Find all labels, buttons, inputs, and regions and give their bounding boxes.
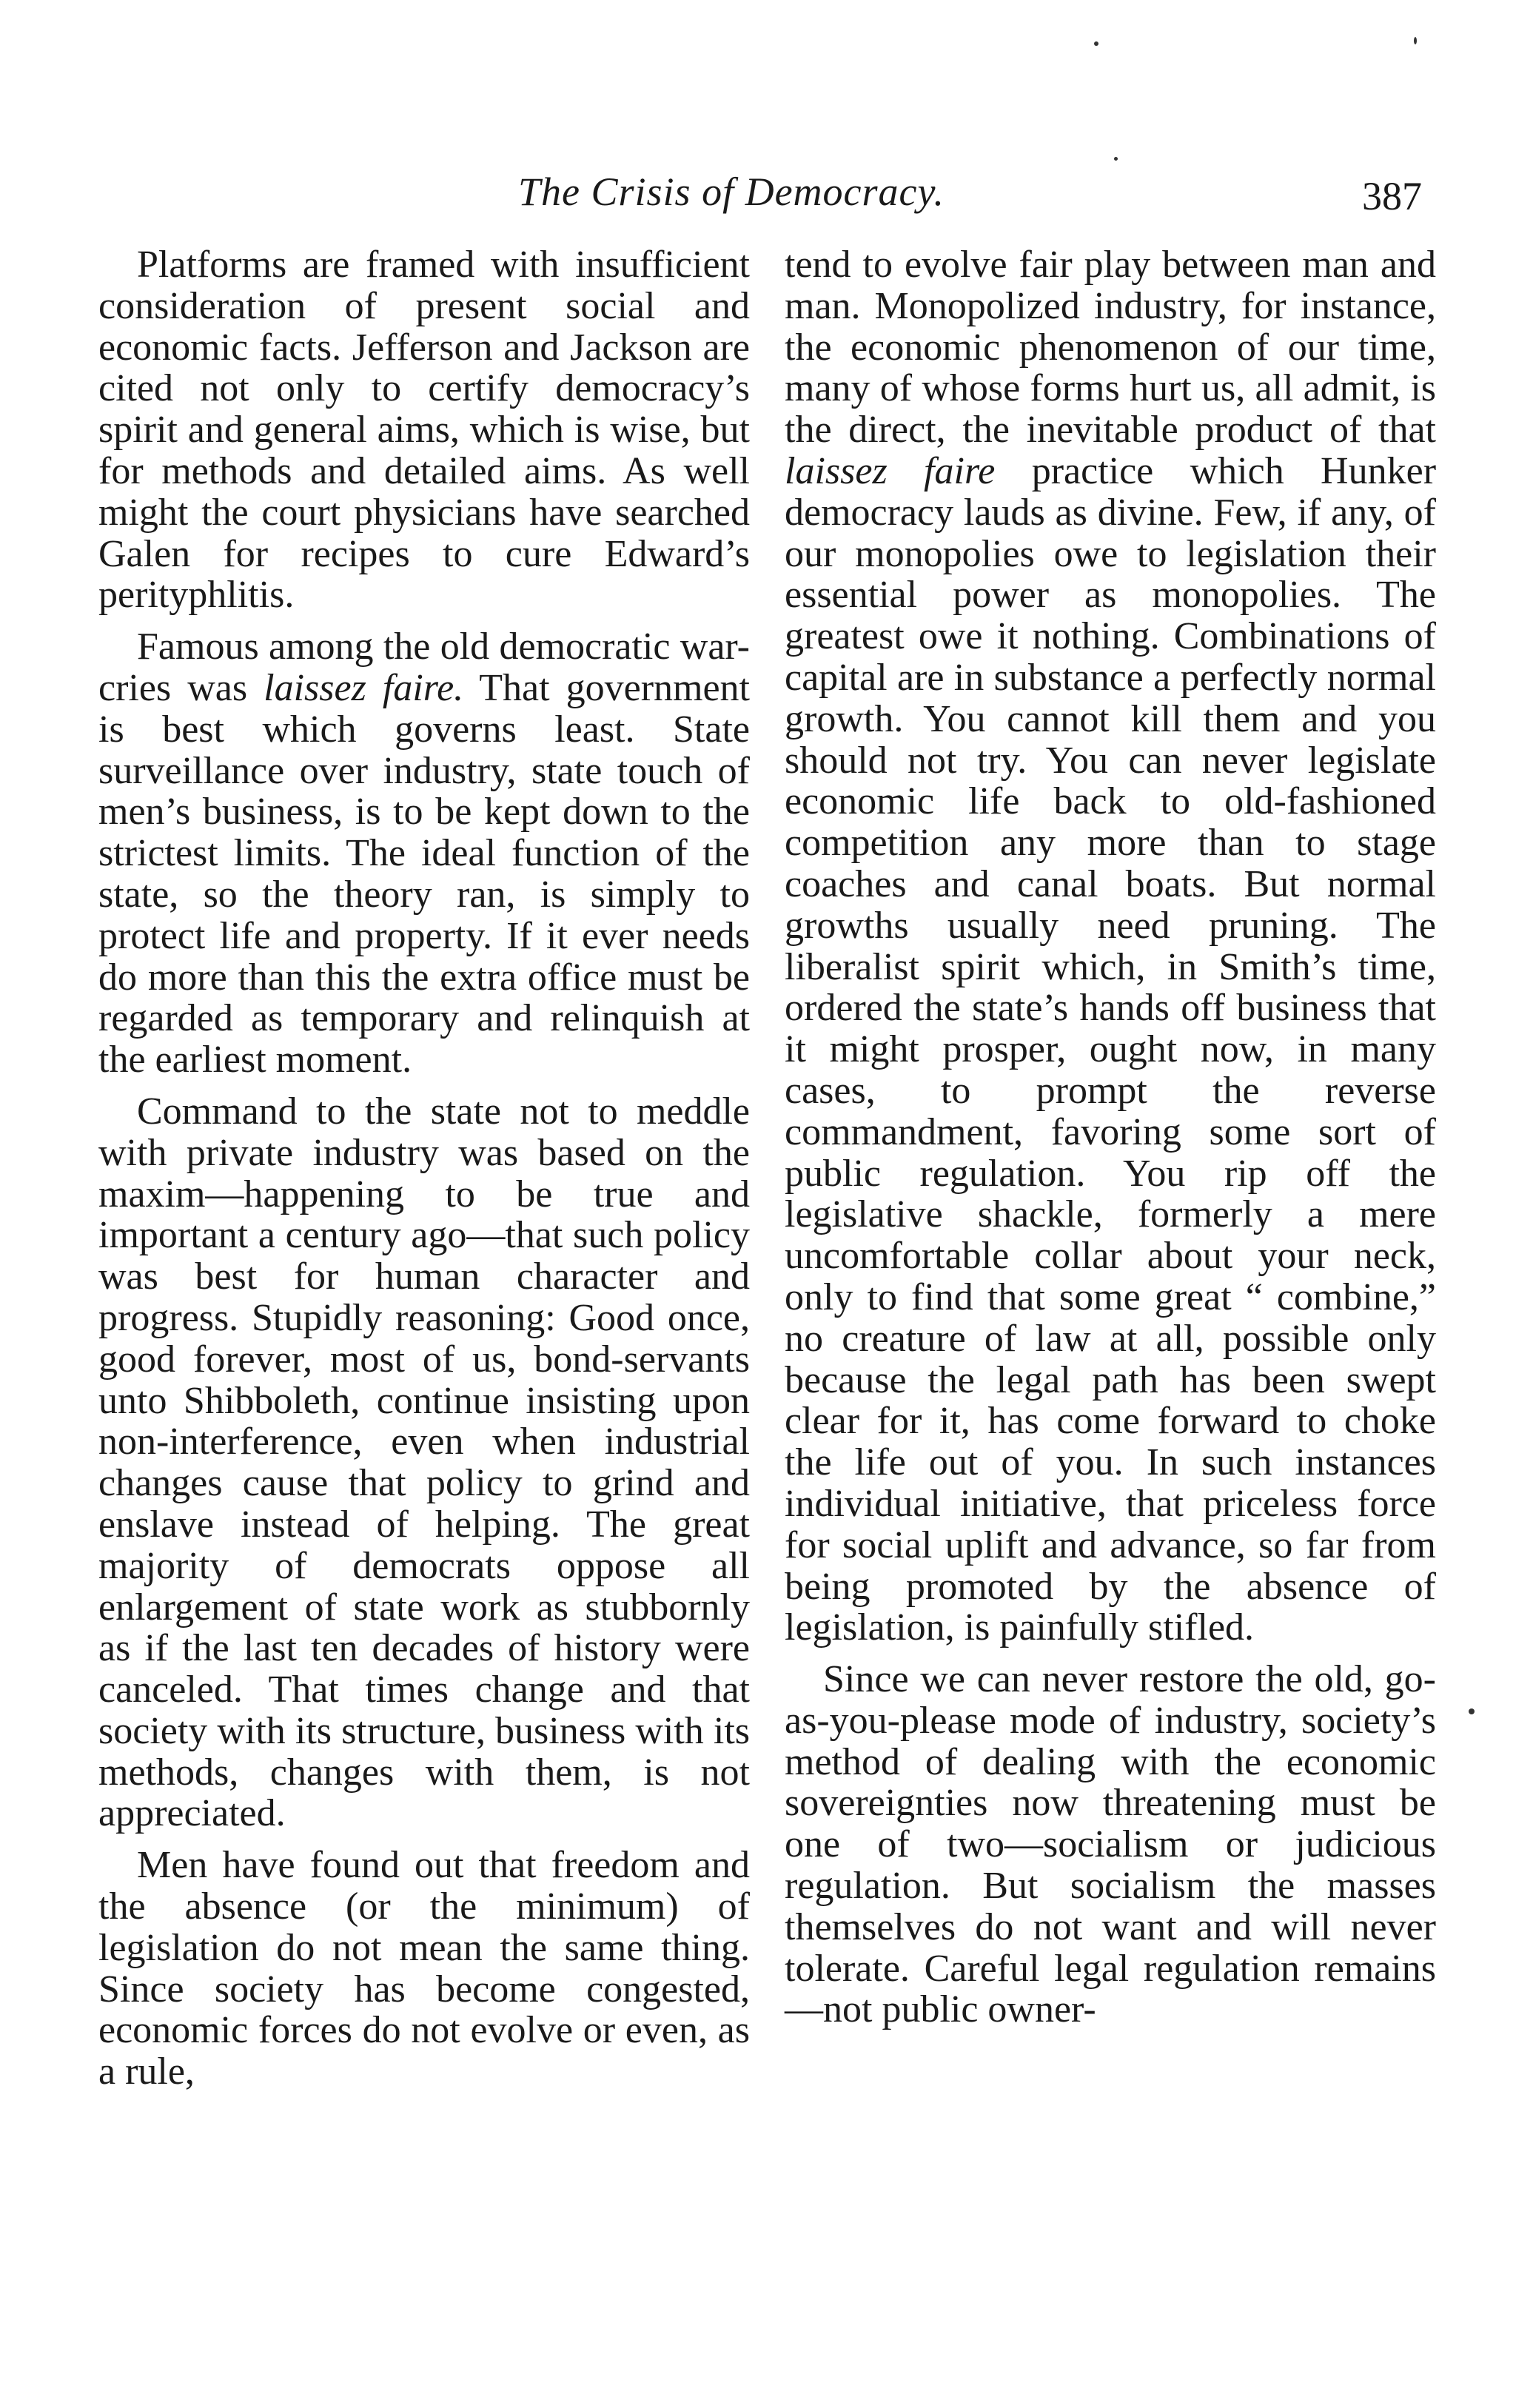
page-number: 387: [1362, 174, 1422, 218]
paragraph: tend to evolve fair play between man and man. Monopolized industry, for instance, the economic phenomenon of our time, many of whose forms hurt us, all admit, is the direct, the inevitable product of that laissez faire practice which Hunker democracy lauds as divine. Few, if any, of our monopolies owe to legislation their essential power as monopolies. The greatest owe it nothing. Combinations of capital are in substance a perfectly normal growth. You cannot kill them and you should not try. You can never legislate economic life back to old-fashioned competition any more than to stage coaches and canal boats. But normal growths usually need pruning. The liberalist spirit which, in Smith’s time, ordered the state’s hands off business that it might prosper, ought now, in many cases, to prompt the reverse commandment, favoring some sort of public regulation. You rip off the legislative shackle, formerly a mere uncomfortable collar about your neck, only to find that some great “ combine,” no creature of law at all, possible only because the legal path has been swept clear for it, has come forward to choke the life out of you. In such instances individual initiative, that priceless force for social uplift and advance, so far from being promoted by the absence of legislation, is painfully stifled.: [785, 244, 1437, 1649]
left-column: [98, 244, 750, 2103]
page-header: [0, 169, 1533, 221]
paragraph: Command to the state not to meddle with private industry was based on the maxim—happening to be true and important a century ago—that such policy was best for human character and progress. Stupidly reasoning: Good once, good forever, most of us, bond-servants unto Shibboleth, continue insisting upon non-interference, even when industrial changes cause that policy to grind and enslave instead of helping. The great majority of democrats oppose all enlargement of state work as stubbornly as if the last ten decades of history were canceled. That times change and that society with its structure, business with its methods, changes with them, is not appreciated.: [98, 1090, 750, 1835]
paragraph: Platforms are framed with insufficient consideration of present social and economic facts. Jefferson and Jackson are cited not only to certify democracy’s spirit and general aims, which is wise, but for methods and detailed aims. As well might the court physicians have searched Galen for recipes to cure Edward’s perityphlitis.: [98, 244, 750, 617]
scan-speck: [1414, 37, 1417, 44]
right-column: [785, 244, 1436, 2041]
scan-speck: [1094, 41, 1098, 46]
paragraph: Famous among the old democratic war-cries was laissez faire. That government is best which governs least. State surveillance over industry, state touch of men’s business, is to be kept down to the strictest limits. The ideal function of the state, so the theory ran, is simply to protect life and property. If it ever needs do more than this the extra office must be regarded as temporary and relinquish at the earliest moment.: [98, 626, 751, 1081]
scan-speck: [1469, 1708, 1475, 1714]
scan-speck: [1114, 157, 1118, 161]
paragraph: Men have found out that freedom and the absence (or the minimum) of legislation do not mean the same thing. Since society has become congested, economic forces do not evolve or even, as a rule,: [98, 1844, 750, 2093]
running-title: The Crisis of Democracy.: [518, 170, 945, 214]
paragraph: Since we can never restore the old, go-as-you-please mode of industry, society’s method of dealing with the economic sovereignties now threatening must be one of two—socialism or judicious regulation. But socialism the masses themselves do not want and will never tolerate. Careful legal regulation remains—not public owner-: [785, 1658, 1436, 2031]
